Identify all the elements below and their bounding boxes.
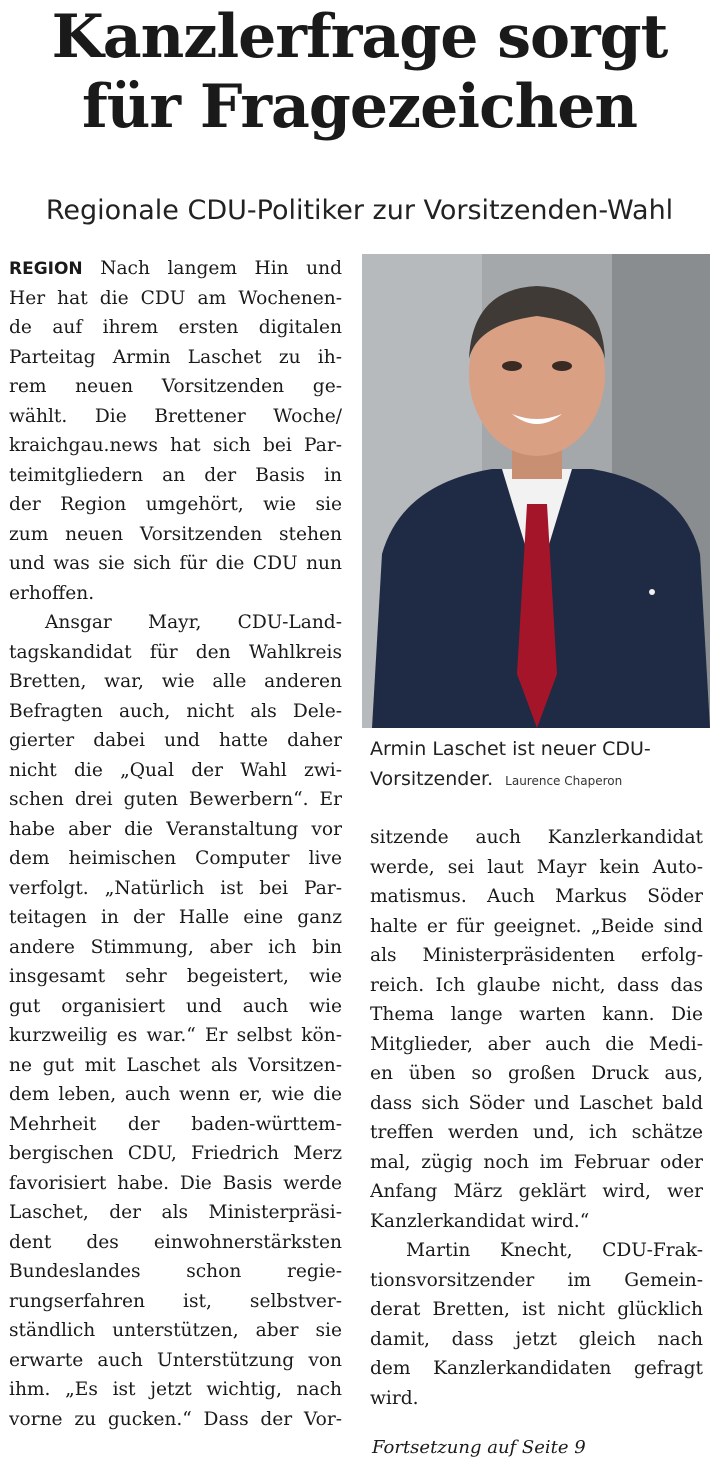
text-line: der Region umgehört, wie sie bbox=[9, 494, 342, 515]
text-line: treffen werden und, ich schätze bbox=[370, 1122, 703, 1143]
text-line: vorne zu gucken.“ Dass der Vor- bbox=[9, 1408, 342, 1430]
text-line: teitagen in der Halle eine ganz bbox=[9, 907, 342, 928]
text-line: Thema lange warten kann. Die bbox=[370, 1004, 703, 1025]
text-line: bergischen CDU, Friedrich Merz bbox=[9, 1143, 342, 1164]
dateline: REGION bbox=[9, 259, 83, 279]
text-line: Befragten auch, nicht als Dele- bbox=[9, 700, 342, 722]
text-line: dem heimischen Computer live bbox=[9, 848, 342, 869]
text-line: tionsvorsitzender im Gemein- bbox=[370, 1269, 703, 1291]
text-line: und was sie sich für die CDU nun bbox=[9, 553, 342, 574]
text-line: Kanzlerkandidat wird.“ bbox=[370, 1210, 590, 1232]
text-line: wird. bbox=[370, 1387, 419, 1409]
headline-line-1: Kanzlerfrage sorgt bbox=[51, 2, 668, 72]
text-line: sitzende auch Kanzlerkandidat bbox=[370, 827, 703, 848]
text-line: kraichgau.news hat sich bei Par- bbox=[9, 435, 342, 456]
text-line: verfolgt. „Natürlich ist bei Par- bbox=[9, 877, 342, 899]
text-line: Bretten, war, wie alle anderen bbox=[9, 671, 342, 692]
text-line: Martin Knecht, CDU-Frak- bbox=[406, 1240, 703, 1261]
caption-line-2 bbox=[370, 764, 710, 796]
text-line: dem Kanzlerkandidaten gefragt bbox=[370, 1358, 703, 1379]
text-line: tagskandidat für den Wahlkreis bbox=[9, 641, 342, 663]
text-line: favorisiert habe. Die Basis werde bbox=[9, 1172, 342, 1194]
text-line: andere Stimmung, aber ich bin bbox=[9, 936, 342, 958]
text-line: kurzweilig es war.“ Er selbst kön- bbox=[9, 1025, 342, 1046]
text-line bbox=[9, 254, 342, 284]
text-line: dass sich Söder und Laschet bald bbox=[370, 1092, 703, 1114]
subheadline: Regionale CDU-Politiker zur Vorsitzenden-Wahl bbox=[45, 195, 674, 226]
portrait-photo bbox=[362, 254, 710, 728]
text-line: dent des einwohnerstärksten bbox=[9, 1231, 342, 1253]
text-line: Bundeslandes schon regie- bbox=[9, 1261, 342, 1282]
headline bbox=[0, 2, 719, 142]
text-line: schen drei guten Bewerbern“. Er bbox=[9, 789, 342, 810]
text-line: rem neuen Vorsitzenden ge- bbox=[9, 376, 342, 397]
text-line: teimitgliedern an der Basis in bbox=[9, 464, 342, 486]
text-line: werde, sei laut Mayr kein Auto- bbox=[370, 856, 703, 878]
text-line: erwarte auch Unterstützung von bbox=[9, 1349, 342, 1371]
text-line: ihm. „Es ist jetzt wichtig, nach bbox=[9, 1379, 342, 1400]
text-line: en üben so großen Druck aus, bbox=[370, 1063, 703, 1084]
text-line: damit, dass jetzt gleich nach bbox=[370, 1328, 703, 1350]
text-line: halte er für geeignet. „Beide sind bbox=[370, 915, 703, 937]
text-line: nicht die „Qual der Wahl zwi- bbox=[9, 759, 342, 781]
text-line: insgesamt sehr begeistert, wie bbox=[9, 966, 342, 987]
text-line: Laschet, der als Ministerpräsi- bbox=[9, 1202, 342, 1223]
headline-line-2: für Fragezeichen bbox=[81, 72, 638, 142]
text-line: wählt. Die Brettener Woche/ bbox=[9, 405, 342, 427]
text-line: Parteitag Armin Laschet zu ih- bbox=[9, 346, 342, 368]
text-line-content: Nach langem Hin und bbox=[100, 258, 342, 279]
text-line: erhoffen. bbox=[9, 582, 95, 604]
text-line: Anfang März geklärt wird, wer bbox=[370, 1181, 703, 1202]
photo-credit: Laurence Chaperon bbox=[505, 774, 623, 788]
text-line: rungserfahren ist, selbstver- bbox=[9, 1290, 342, 1312]
text-line: ständlich unterstützen, aber sie bbox=[9, 1320, 342, 1341]
caption-text: Vorsitzender. bbox=[370, 768, 494, 790]
continuation-note: Fortsetzung auf Seite 9 bbox=[372, 1437, 586, 1458]
text-line: Mehrheit der baden-württem- bbox=[9, 1113, 342, 1135]
text-line: gut organisiert und auch wie bbox=[9, 995, 342, 1017]
text-line: reich. Ich glaube nicht, dass das bbox=[370, 974, 703, 996]
text-line: Her hat die CDU am Wochenen- bbox=[9, 287, 342, 309]
article-column-2 bbox=[370, 823, 703, 1413]
text-line: dem leben, auch wenn er, wie die bbox=[9, 1084, 342, 1105]
text-line: gierter dabei und hatte daher bbox=[9, 730, 342, 751]
caption-line-1: Armin Laschet ist neuer CDU- bbox=[370, 738, 651, 760]
text-line: ne gut mit Laschet als Vorsitzen- bbox=[9, 1054, 342, 1076]
text-line: mal, zügig noch im Februar oder bbox=[370, 1151, 703, 1173]
article-column-1 bbox=[9, 254, 342, 1434]
text-line: matismus. Auch Markus Söder bbox=[370, 886, 703, 907]
photo-caption bbox=[370, 734, 710, 796]
text-line: zum neuen Vorsitzenden stehen bbox=[9, 523, 342, 545]
text-line: derat Bretten, ist nicht glücklich bbox=[370, 1299, 703, 1320]
text-line: Ansgar Mayr, CDU-Land- bbox=[45, 612, 342, 633]
text-line: habe aber die Veranstaltung vor bbox=[9, 818, 342, 840]
text-line: Mitglieder, aber auch die Medi- bbox=[370, 1033, 703, 1055]
text-line: de auf ihrem ersten digitalen bbox=[9, 317, 342, 338]
text-line: als Ministerpräsidenten erfolg- bbox=[370, 945, 703, 966]
